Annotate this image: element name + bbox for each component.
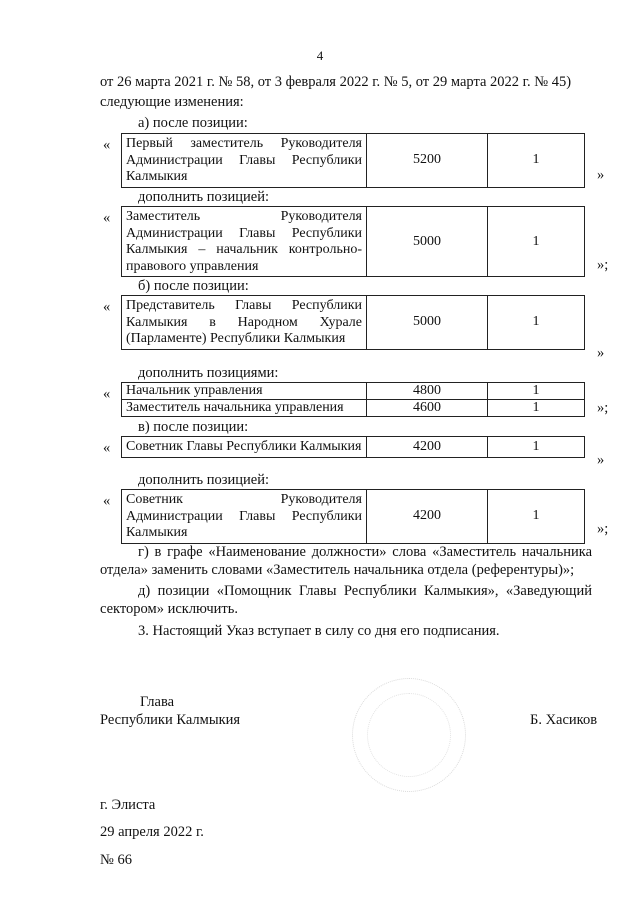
footer-date: 29 апреля 2022 г.: [100, 824, 204, 840]
position-name: Советник Главы Республики Калмыкия: [122, 437, 367, 458]
quote-close: »: [597, 167, 605, 183]
quote-close: »: [597, 345, 605, 361]
table-row: [122, 134, 585, 188]
table-row: [122, 400, 585, 417]
position-salary: 4200: [367, 490, 488, 544]
position-count: 1: [488, 490, 585, 544]
section-a-heading: а) после позиции:: [138, 115, 248, 131]
quote-open: «: [103, 299, 111, 315]
quote-open: «: [103, 137, 111, 153]
table-row: [122, 490, 585, 544]
section-v-heading: в) после позиции:: [138, 419, 249, 435]
quote-close: »: [597, 452, 605, 468]
quote-open: «: [103, 493, 111, 509]
position-count: 1: [488, 437, 585, 458]
section-add-1-heading: дополнить позицией:: [138, 189, 270, 205]
table-row: [122, 207, 585, 277]
table-row: [122, 437, 585, 458]
signatory-title-line-1: Глава: [140, 694, 175, 710]
paragraph-3: 3. Настоящий Указ вступает в силу со дня его подписания.: [138, 623, 500, 639]
position-table-v: [121, 436, 585, 458]
position-count: 1: [488, 134, 585, 188]
position-salary: 5000: [367, 296, 488, 350]
quote-close-semicolon: »;: [597, 257, 609, 273]
position-name: Начальник управления: [122, 383, 367, 400]
position-table-b: [121, 295, 585, 350]
table-row: [122, 383, 585, 400]
position-count: 1: [488, 383, 585, 400]
position-count: 1: [488, 400, 585, 417]
signatory-name: Б. Хасиков: [530, 712, 598, 728]
position-name: Первый заместитель Руководителя Администрации Главы Республики Калмыкия: [122, 134, 367, 188]
intro-line-1: от 26 марта 2021 г. № 58, от 3 февраля 2022 г. № 5, от 29 марта 2022 г. № 45): [100, 74, 572, 90]
paragraph-d: д) позиции «Помощник Главы Республики Калмыкия», «Заведующий сектором» исключить.: [100, 583, 592, 617]
footer-number: № 66: [100, 852, 132, 868]
table-row: [122, 296, 585, 350]
section-b-heading: б) после позиции:: [138, 278, 249, 294]
position-salary: 5200: [367, 134, 488, 188]
position-salary: 4200: [367, 437, 488, 458]
section-add-2-heading: дополнить позициями:: [138, 365, 279, 381]
footer-city: г. Элиста: [100, 797, 156, 813]
quote-open: «: [103, 440, 111, 456]
position-count: 1: [488, 207, 585, 277]
page-number: 4: [316, 48, 324, 63]
position-salary: 4600: [367, 400, 488, 417]
position-count: 1: [488, 296, 585, 350]
paragraph-g: г) в графе «Наименование должности» слова «Заместитель начальника отдела» заменить словами «Заместитель начальника отдела (референтуры)»;: [100, 544, 592, 578]
quote-close-semicolon: »;: [597, 400, 609, 416]
quote-open: «: [103, 210, 111, 226]
position-salary: 5000: [367, 207, 488, 277]
intro-line-2: следующие изменения:: [100, 94, 244, 110]
seal-stamp: [352, 678, 466, 792]
quote-open: «: [103, 386, 111, 402]
position-table-a: [121, 133, 585, 188]
quote-close-semicolon: »;: [597, 521, 609, 537]
position-name: Заместитель Руководителя Администрации Главы Республики Калмыкия – начальник контрольно-правового управления: [122, 207, 367, 277]
signatory-title-line-2: Республики Калмыкия: [100, 712, 241, 728]
position-table-add-2: [121, 382, 585, 417]
position-name: Советник Руководителя Администрации Главы Республики Калмыкия: [122, 490, 367, 544]
position-table-add-1: [121, 206, 585, 277]
position-name: Представитель Главы Республики Калмыкия в Народном Хурале (Парламенте) Республики Калмыкия: [122, 296, 367, 350]
position-table-add-3: [121, 489, 585, 544]
section-add-3-heading: дополнить позицией:: [138, 472, 270, 488]
position-salary: 4800: [367, 383, 488, 400]
position-name: Заместитель начальника управления: [122, 400, 367, 417]
